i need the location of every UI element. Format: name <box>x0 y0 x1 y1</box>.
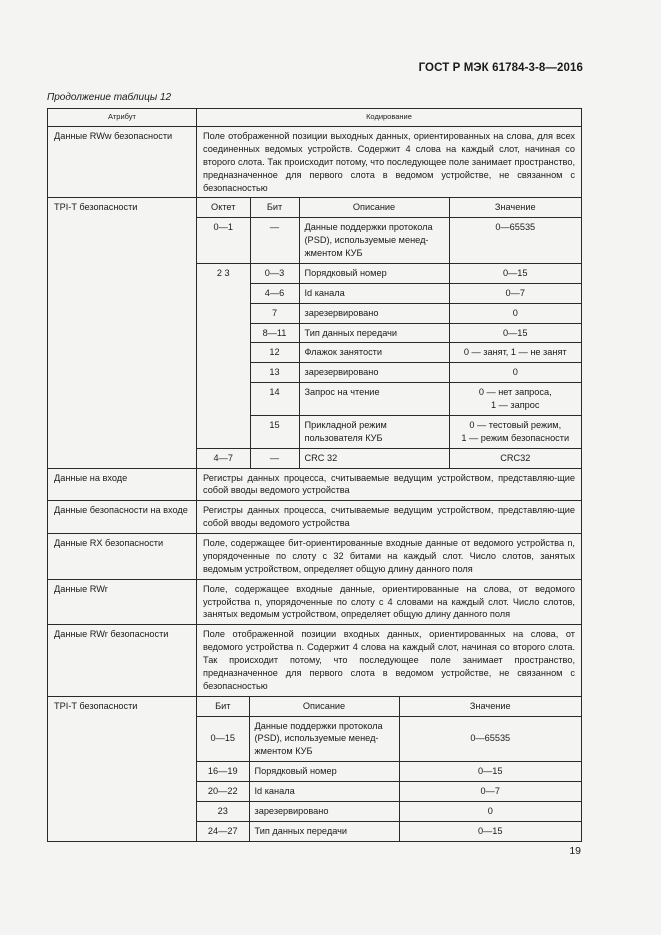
subheader-value: Значение <box>449 198 581 217</box>
value-cell: 0—15 <box>399 762 581 782</box>
coding-cell <box>197 198 582 468</box>
value-cell: 0 <box>399 801 581 821</box>
subheader-description: Описание <box>249 697 399 716</box>
subtable-row <box>197 716 581 762</box>
subheader-description: Описание <box>299 198 449 217</box>
description-cell: Данные поддержки протокола (PSD), используемые менед-жментом КУБ <box>249 716 399 762</box>
subtable-row <box>197 383 581 416</box>
description-cell: Id канала <box>249 782 399 802</box>
subtable-row <box>197 801 581 821</box>
bit-cell: 7 <box>250 303 299 323</box>
subheader-octet: Октет <box>197 198 250 217</box>
page-number: 19 <box>569 845 581 857</box>
bit-cell: 23 <box>197 801 249 821</box>
octet-cell: 2 3 <box>197 263 250 448</box>
table-row <box>48 579 582 625</box>
description-cell: Тип данных передачи <box>299 323 449 343</box>
bit-cell: 16—19 <box>197 762 249 782</box>
subtable-row <box>197 762 581 782</box>
value-line: 1 — запрос <box>490 400 540 410</box>
subtable-row <box>197 343 581 363</box>
value-cell <box>449 383 581 416</box>
coding-cell: Поле отображенной позиции входных данных, ориентированных на слова, от ведомого устройства n. Содержит 4 слова на каждый слот, начиная со второго слота. Так происходит потому, что последующее поле занимает пространство, предназначенное для первого слота в ведомом устройстве, не связанном с безопасностью <box>197 625 582 696</box>
subtable-row <box>197 283 581 303</box>
value-cell: 0—7 <box>449 283 581 303</box>
subtable-row <box>197 448 581 467</box>
value-line: 0 — тестовый режим, <box>469 419 562 430</box>
document-header: ГОСТ Р МЭК 61784-3-8—2016 <box>418 62 583 74</box>
subtable-row <box>197 218 581 264</box>
description-cell: CRC 32 <box>299 448 449 467</box>
table-row <box>48 468 582 501</box>
description-cell: Порядковый номер <box>249 762 399 782</box>
bit-cell: 12 <box>250 343 299 363</box>
value-cell: 0—15 <box>449 323 581 343</box>
coding-cell: Поле отображенной позиции выходных данных, ориентированных на слова, для всех соединенных ведомых устройств. Содержит 4 слова на каждый слот, начиная со второго слота. Так происходит потому, что последующее поле занимает пространство, предназначенное для первого слота в ведомом устройстве, не связанном с безопасностью <box>197 127 582 198</box>
table-row <box>48 127 582 198</box>
attribute-cell: Данные RWw безопасности <box>48 127 197 198</box>
subtable-row <box>197 363 581 383</box>
tpi-t-bit-subtable <box>197 697 581 841</box>
value-line: 1 — режим безопасности <box>461 432 570 443</box>
table-row <box>48 696 582 841</box>
coding-cell: Регистры данных процесса, считываемые ведущим устройством, представляю-щие собой вводы ведомого устройства <box>197 501 582 534</box>
subtable-row <box>197 323 581 343</box>
description-cell: Id канала <box>299 283 449 303</box>
attribute-cell: Данные RWr <box>48 579 197 625</box>
value-cell: 0 <box>449 303 581 323</box>
attribute-cell: Данные RWr безопасности <box>48 625 197 696</box>
coding-cell: Поле, содержащее бит-ориентированные входные данные от ведомого устройства n, упорядоченные по слоту с 32 битами на каждый слот. Число слотов, занятых ведомым устройством, определяет общую длину данного поля <box>197 534 582 580</box>
attribute-cell: TPI-T безопасности <box>48 696 197 841</box>
attribute-coding-table <box>47 108 582 842</box>
value-cell: 0—65535 <box>399 716 581 762</box>
octet-cell: 0—1 <box>197 218 250 264</box>
bit-cell: 15 <box>250 415 299 448</box>
value-cell: 0—15 <box>449 263 581 283</box>
octet-cell: 4—7 <box>197 448 250 467</box>
description-cell: зарезервировано <box>299 303 449 323</box>
bit-cell: 13 <box>250 363 299 383</box>
value-cell: 0 <box>449 363 581 383</box>
column-header-coding: Кодирование <box>197 109 582 127</box>
attribute-cell: TPI-T безопасности <box>48 198 197 468</box>
attribute-cell: Данные RX безопасности <box>48 534 197 580</box>
value-cell: 0—7 <box>399 782 581 802</box>
table-row <box>48 625 582 696</box>
value-cell <box>449 415 581 448</box>
bit-cell: 8—11 <box>250 323 299 343</box>
description-cell: Данные поддержки протокола (PSD), используемые менед-жментом КУБ <box>299 218 449 264</box>
subheader-bit: Бит <box>197 697 249 716</box>
tpi-t-octet-subtable <box>197 198 581 467</box>
bit-cell: — <box>250 218 299 264</box>
bit-cell: 24—27 <box>197 821 249 840</box>
subtable-row <box>197 303 581 323</box>
bit-cell: 14 <box>250 383 299 416</box>
description-cell: Запрос на чтение <box>299 383 449 416</box>
bit-cell: 0—15 <box>197 716 249 762</box>
description-cell: Прикладной режим пользователя КУБ <box>299 415 449 448</box>
table-row <box>48 198 582 468</box>
coding-cell: Регистры данных процесса, считываемые ведущим устройством, представляю-щие собой вводы ведомого устройства <box>197 468 582 501</box>
subtable-row <box>197 821 581 840</box>
description-cell: Порядковый номер <box>299 263 449 283</box>
bit-cell: 4—6 <box>250 283 299 303</box>
coding-cell: Поле, содержащее входные данные, ориентированные на слова, от ведомого устройства n, упорядоченные по слоту с 4 словами на каждый слот. Число слотов, занятых ведомым устройством, определяет общую длину данного поля <box>197 579 582 625</box>
bit-cell: 20—22 <box>197 782 249 802</box>
description-cell: зарезервировано <box>299 363 449 383</box>
value-cell: 0 — занят, 1 — не занят <box>449 343 581 363</box>
table-row <box>48 534 582 580</box>
attribute-cell: Данные безопасности на входе <box>48 501 197 534</box>
bit-cell: 0—3 <box>250 263 299 283</box>
subheader-value: Значение <box>399 697 581 716</box>
subheader-bit: Бит <box>250 198 299 217</box>
bit-cell: — <box>250 448 299 467</box>
value-cell: 0—15 <box>399 821 581 840</box>
table-row <box>48 501 582 534</box>
subtable-row <box>197 782 581 802</box>
column-header-attribute: Атрибут <box>48 109 197 127</box>
table-caption: Продолжение таблицы 12 <box>47 92 172 103</box>
description-cell: Флажок занятости <box>299 343 449 363</box>
value-line: 0 — нет запроса, <box>478 387 552 398</box>
description-cell: зарезервировано <box>249 801 399 821</box>
value-cell: 0—65535 <box>449 218 581 264</box>
description-cell: Тип данных передачи <box>249 821 399 840</box>
subtable-row <box>197 415 581 448</box>
subtable-row <box>197 263 581 283</box>
coding-cell <box>197 696 582 841</box>
attribute-cell: Данные на входе <box>48 468 197 501</box>
value-cell: CRC32 <box>449 448 581 467</box>
